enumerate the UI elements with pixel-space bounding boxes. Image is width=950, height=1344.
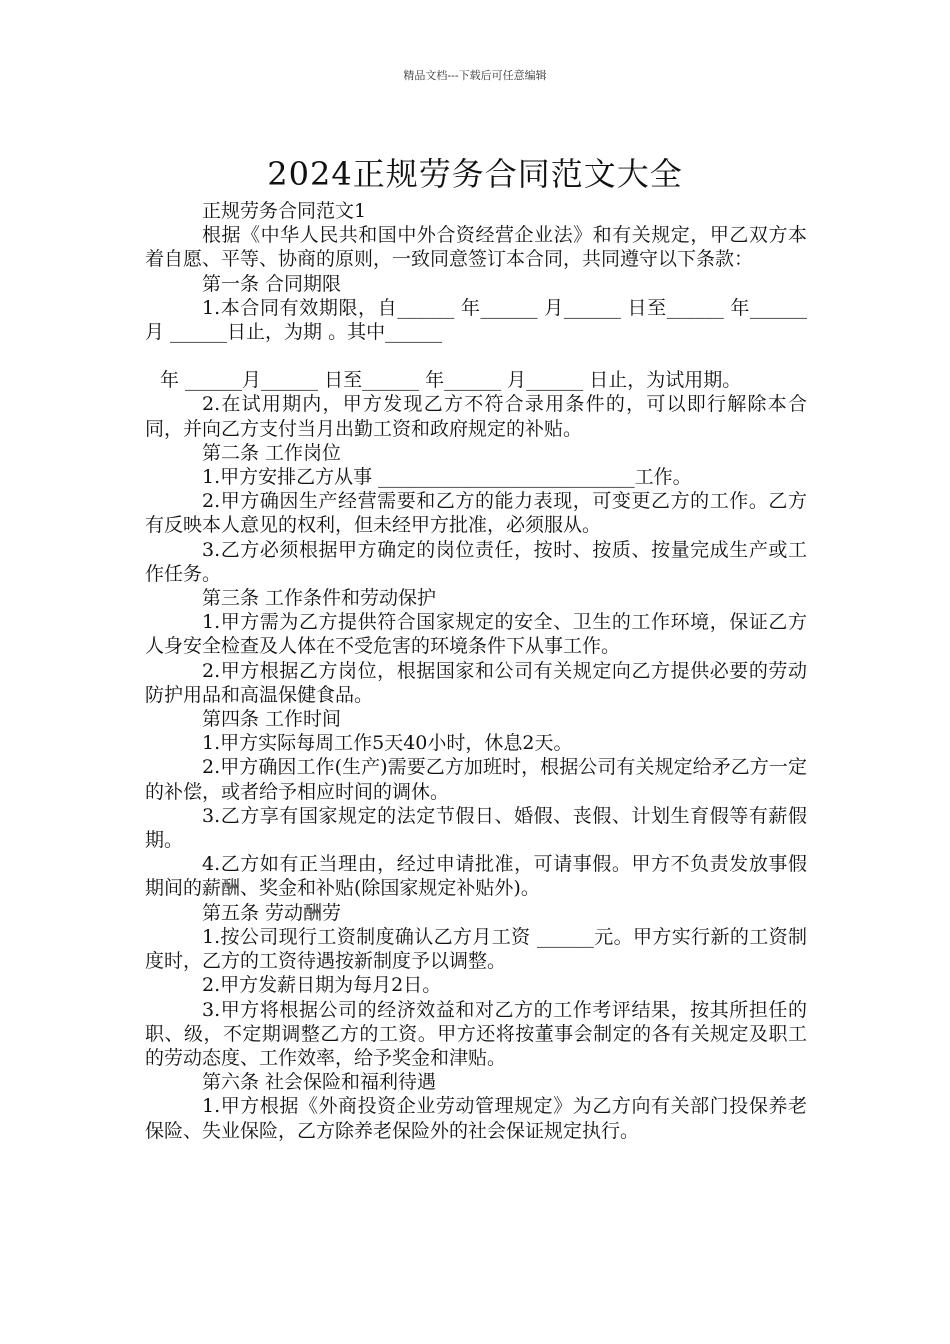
document-title: 2024正规劳务合同范文大全	[267, 155, 683, 194]
paragraph: 1.按公司现行工资制度确认乙方月工资 ______元。甲方实行新的工资制度时，乙方的工资待遇按新制度予以调整。	[145, 925, 807, 973]
paragraph: 1.甲方实际每周工作5天40小时，休息2天。	[202, 732, 573, 755]
paragraph: 2.甲方确因生产经营需要和乙方的能力表现，可变更乙方的工作。乙方有反映本人意见的权利，但未经甲方批准，必须服从。	[145, 490, 807, 537]
paragraph: 3.乙方必须根据甲方确定的岗位责任，按时、按质、按量完成生产或工作任务。	[145, 538, 807, 585]
header-note: 精品文档---下载后可任意编辑	[403, 69, 547, 82]
paragraph: 4.乙方如有正当理由，经过申请批准，可请事假。甲方不负责发放事假期间的薪酬、奖金和补贴(除国家规定补贴外)。	[145, 853, 807, 900]
article-heading: 第六条 社会保险和福利待遇	[202, 1071, 437, 1094]
paragraph: 2.在试用期内，甲方发现乙方不符合录用条件的，可以即行解除本合同，并向乙方支付当月出勤工资和政府规定的补贴。	[145, 393, 807, 440]
article-heading: 第三条 工作条件和劳动保护	[202, 587, 437, 610]
section-heading: 正规劳务合同范文1	[202, 200, 367, 222]
paragraph: 年 ______月______ 日至______ 年______ 月______ 日止，为试用期。	[160, 369, 742, 392]
paragraph: 1.甲方根据《外商投资企业劳动管理规定》为乙方向有关部门投保养老保险、失业保险，乙方除养老保险外的社会保证规定执行。	[145, 1095, 807, 1142]
paragraph: 根据《中华人民共和国中外合资经营企业法》和有关规定，甲乙双方本着自愿、平等、协商的原则，一致同意签订本合同，共同遵守以下条款：	[145, 224, 807, 271]
paragraph: 2.甲方根据乙方岗位，根据国家和公司有关规定向乙方提供必要的劳动防护用品和高温保健食品。	[145, 659, 807, 706]
document-body	[145, 199, 807, 1143]
paragraph: 1.甲方安排乙方从事 ___________________________工作。	[202, 466, 692, 489]
paragraph: 3.甲方将根据公司的经济效益和对乙方的工作考评结果，按其所担任的职、级，不定期调整乙方的工资。甲方还将按董事会制定的各有关规定及职工的劳动态度、工作效率，给予奖金和津贴。	[145, 998, 807, 1069]
article-heading: 第五条 劳动酬劳	[202, 901, 342, 924]
article-heading: 第四条 工作时间	[202, 708, 342, 731]
article-heading: 第二条 工作岗位	[202, 441, 342, 464]
paragraph: 3.乙方享有国家规定的法定节假日、婚假、丧假、计划生育假等有薪假期。	[145, 804, 807, 852]
paragraph: 1.甲方需为乙方提供符合国家规定的安全、卫生的工作环境，保证乙方人身安全检查及人体在不受危害的环境条件下从事工作。	[145, 611, 807, 658]
paragraph: 2.甲方发薪日期为每月2日。	[202, 974, 442, 997]
article-heading: 第一条 合同期限	[202, 272, 342, 295]
paragraph: 2.甲方确因工作(生产)需要乙方加班时，根据公司有关规定给矛乙方一定的补偿，或者给予相应时间的调休。	[145, 756, 807, 803]
paragraph: 1.本合同有效期限，自______ 年______ 月______ 日至______ 年______ 月 ______日止，为期 。其中______	[145, 296, 807, 344]
